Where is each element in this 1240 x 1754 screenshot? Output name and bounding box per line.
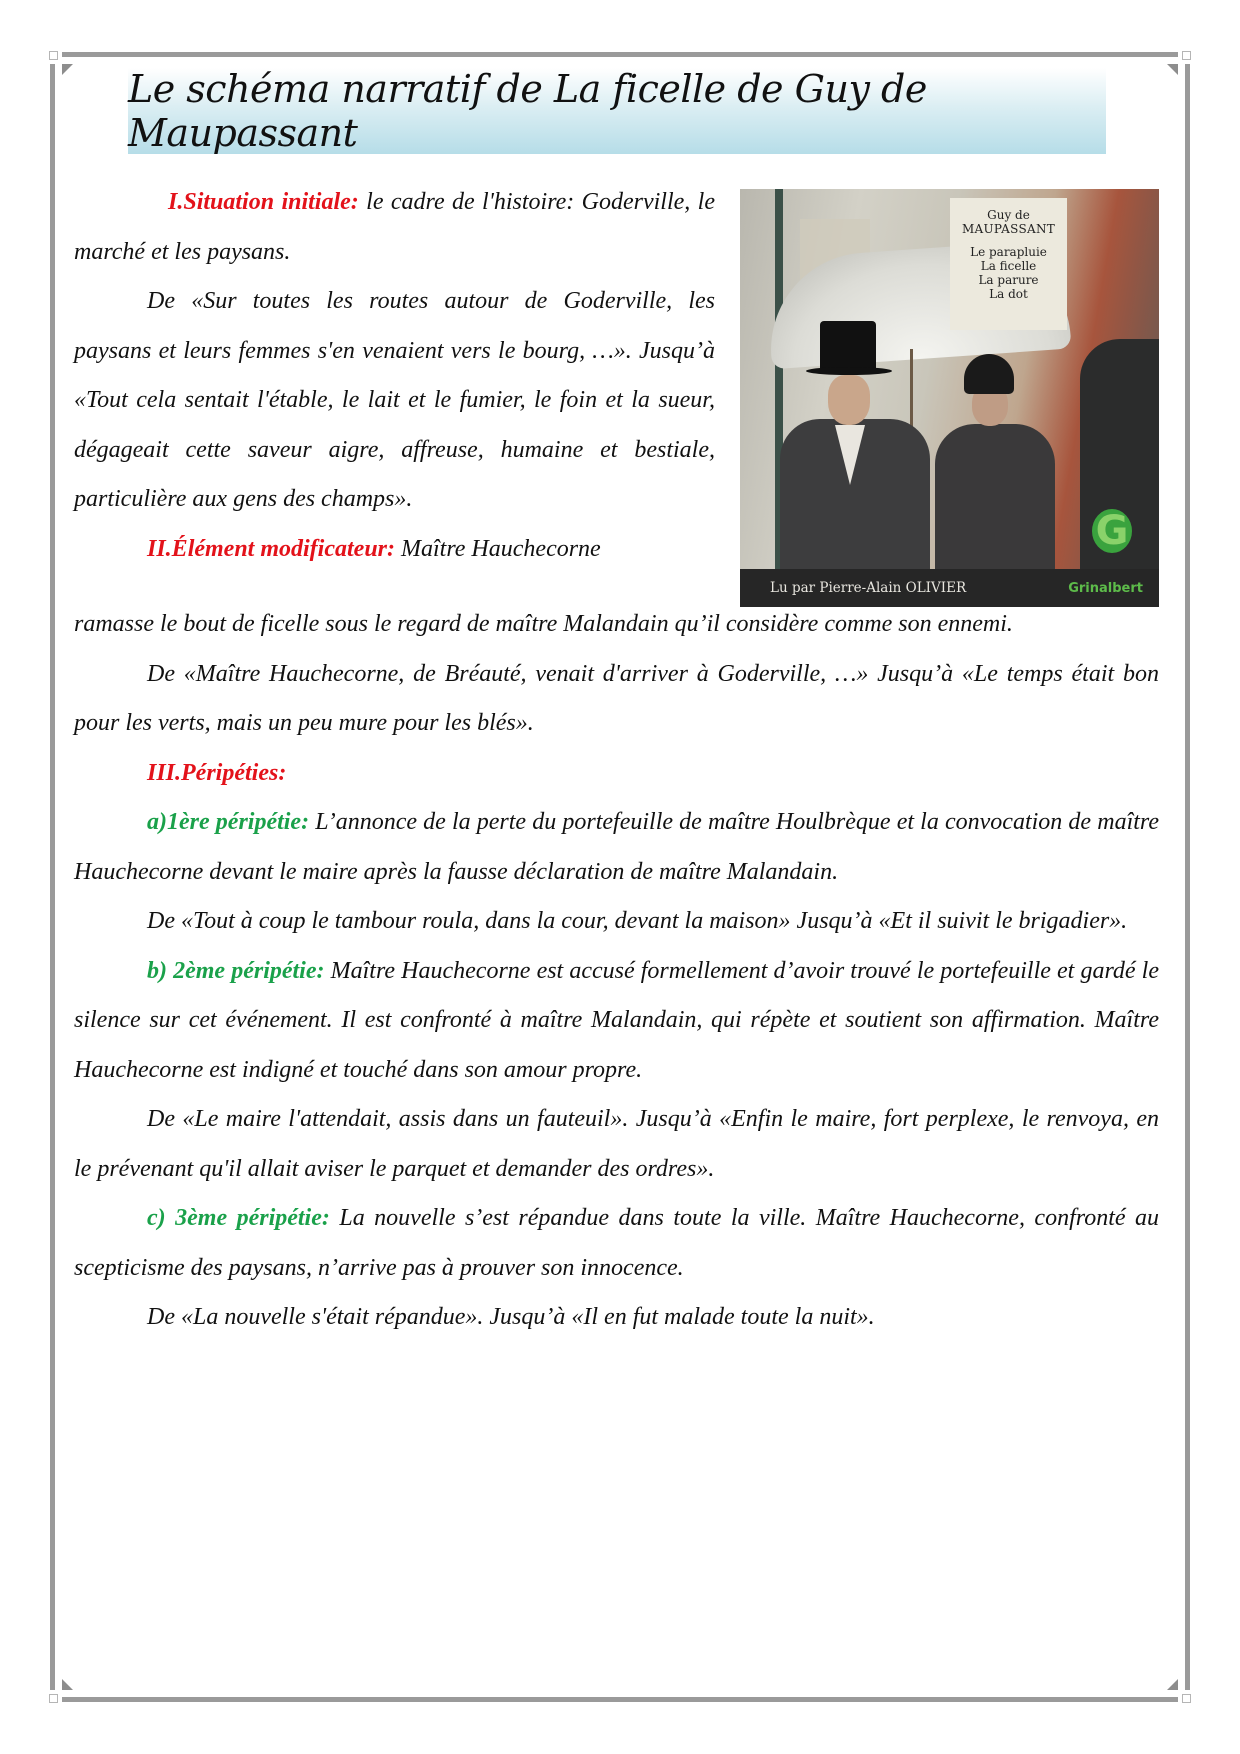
corner-triangle-icon: [1167, 64, 1178, 75]
book-cover-image: [740, 189, 1159, 607]
cover-title-box: [950, 198, 1067, 330]
sub-heading: c) 3ème péripétie:: [147, 1205, 330, 1231]
paragraph-peripetie-2: [74, 947, 1159, 1096]
paragraph-element-modificateur: [74, 525, 715, 575]
paragraph-peripetie-3: [74, 1194, 1159, 1293]
cover-author-last: MAUPASSANT: [961, 222, 1056, 236]
publisher-logo-icon: G: [1092, 509, 1132, 553]
cover-story-list: [970, 245, 1047, 301]
man-face: [828, 375, 870, 425]
corner-triangle-icon: [1167, 1679, 1178, 1690]
corner-square-icon: [49, 51, 58, 60]
corner-triangle-icon: [62, 1679, 73, 1690]
sub-heading: b) 2ème péripétie:: [147, 957, 325, 984]
border-right: [1185, 64, 1190, 1690]
cover-story: Le parapluie: [970, 245, 1047, 259]
border-top: [62, 52, 1178, 57]
sub-heading: a)1ère péripétie:: [147, 809, 310, 835]
cover-story: La parure: [978, 273, 1039, 287]
paragraph-text: L’annonce de la perte du portefeuille de maître Houlbrèque et la convocation de maître Hauchecorne devant le maire après la fausse déclaration de maître Malandain.: [74, 809, 1160, 885]
paragraph-extract: De «La nouvelle s'était répandue». Jusqu’à «Il en fut malade toute la nuit».: [147, 1304, 875, 1330]
cover-reader: Lu par Pierre-Alain OLIVIER: [770, 580, 967, 596]
border-bottom: [62, 1697, 1178, 1702]
text-column-wide: [74, 600, 1159, 1343]
corner-triangle-icon: [62, 64, 73, 75]
paragraph-extract: De «Sur toutes les routes autour de Goderville, les paysans et leurs femmes s'en venaient vers le bourg, …». Jusqu’à «Tout cela sentait l'étable, le lait et le fumier, le foin et la sueur, dégageait cette saveur aigre, affreuse, humaine et bestiale, particulière aux gens des champs».: [74, 288, 715, 512]
text-column-narrow: [74, 178, 715, 574]
paragraph-text: Maître Hauchecorne est accusé formellement d’avoir trouvé le portefeuille et gardé le silence sur cet événement. Il est confronté à maître Malandain, qui répète et soutient son affirmation. Maître Hauchecorne est indigné et touché dans son amour propre.: [74, 957, 1159, 1083]
section-heading: II.Élément modificateur:: [147, 535, 395, 562]
woman-figure: [935, 424, 1055, 574]
paragraph-extract: De «Maître Hauchecorne, de Bréauté, venait d'arriver à Goderville, …» Jusqu’à «Le temps était bon pour les verts, mais un peu mure pour les blés».: [74, 660, 1159, 736]
section-heading: I.Situation initiale:: [168, 189, 359, 215]
top-hat-icon: [820, 321, 876, 371]
paragraph-situation-initiale: [74, 178, 715, 277]
cover-author-first: Guy de: [987, 208, 1030, 222]
paragraph-text: La nouvelle s’est répandue dans toute la ville. Maître Hauchecorne, confronté au scepticisme des paysans, n’arrive pas à prouver son innocence.: [74, 1205, 1159, 1281]
corner-square-icon: [49, 1694, 58, 1703]
page-title: Le schéma narratif de La ficelle de Guy de Maupassant: [128, 67, 927, 155]
section-heading-peripeties: [74, 749, 1159, 799]
cover-publisher: Grinalbert: [1068, 580, 1143, 596]
paragraph-text: Maître Hauchecorne: [395, 535, 601, 562]
paragraph-text: le cadre de l'histoire: Goderville, le marché et les paysans.: [74, 189, 716, 265]
paragraph-peripetie-1: [74, 798, 1159, 897]
cover-story: La dot: [989, 287, 1028, 301]
paragraph-extract: De «Tout à coup le tambour roula, dans la cour, devant la maison» Jusqu’à «Et il suivit le brigadier».: [147, 908, 1128, 934]
title-banner: [128, 68, 1106, 154]
cover-story: La ficelle: [980, 259, 1037, 273]
section-heading: III.Péripéties:: [147, 759, 287, 786]
border-left: [50, 64, 55, 1690]
hat-brim: [806, 367, 892, 375]
corner-square-icon: [1182, 1694, 1191, 1703]
corner-square-icon: [1182, 51, 1191, 60]
paragraph-text: ramasse le bout de ficelle sous le regard de maître Malandain qu’il considère comme son ennemi.: [74, 611, 1013, 637]
paragraph-extract: De «Le maire l'attendait, assis dans un fauteuil». Jusqu’à «Enfin le maire, fort perplexe, le renvoya, en le prévenant qu'il allait aviser le parquet et demander des ordres».: [74, 1106, 1159, 1182]
